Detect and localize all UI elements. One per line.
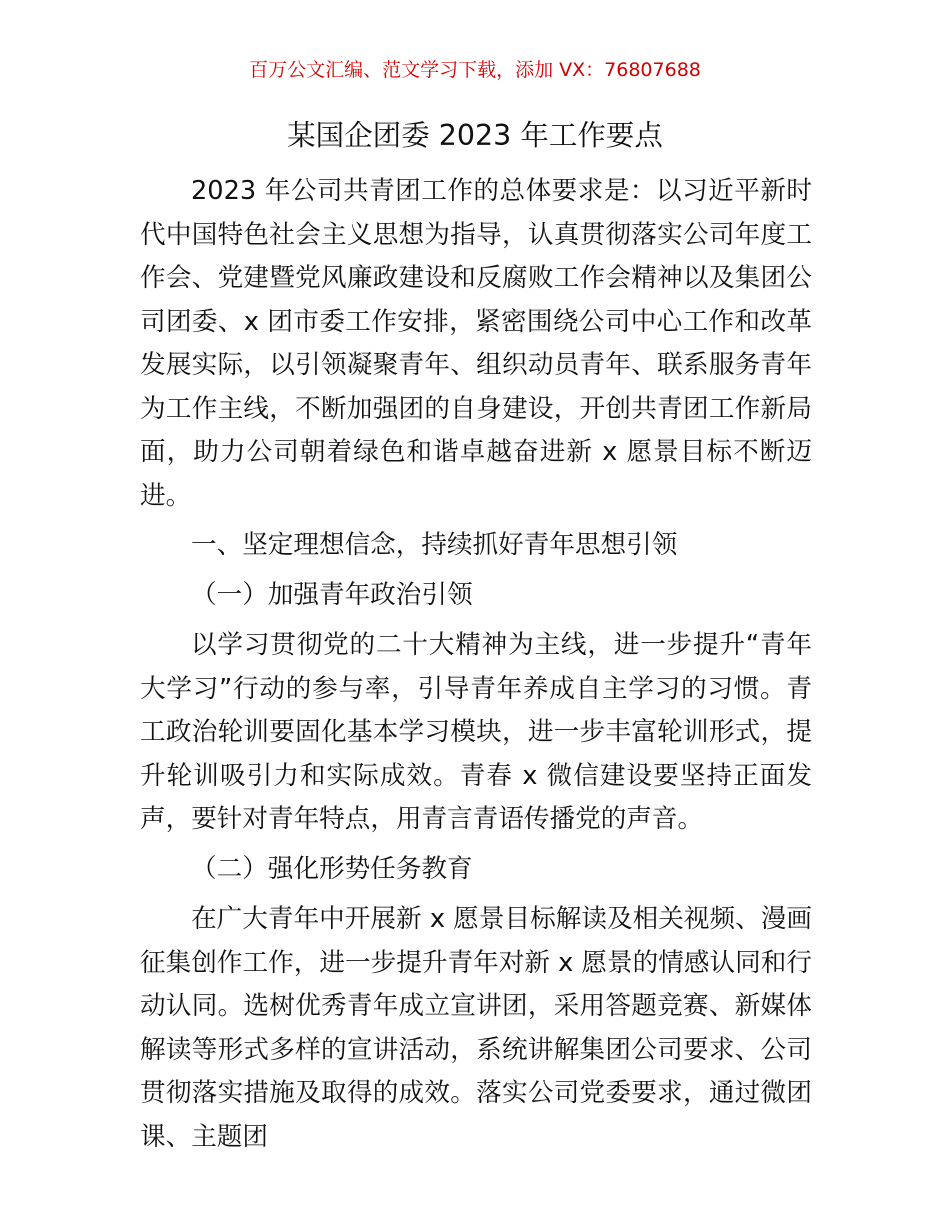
subsection-heading: （二）强化形势任务教育 <box>191 853 473 884</box>
document-title: 某国企团委 2023 年工作要点 <box>287 119 663 152</box>
document-body <box>140 170 812 1159</box>
body-paragraph: 在广大青年中开展新 x 愿景目标解读及相关视频、漫画征集创作工作，进一步提升青年对新 x 愿景的情感认同和行动认同。选树优秀青年成立宣讲团，采用答题竞赛、新媒体解读等形式多样的宣讲活动，系统讲解集团公司要求、公司贯彻落实措施及取得的成效。落实公司党委要求，通过微团课、主题团 <box>140 904 812 1152</box>
body-paragraph: 以学习贯彻党的二十大精神为主线，进一步提升“青年大学习”行动的参与率，引导青年养成自主学习的习惯。青工政治轮训要固化基本学习模块，进一步丰富轮训形式，提升轮训吸引力和实际成效。青春 x 微信建设要坚持正面发声，要针对青年特点，用青言青语传播党的声音。 <box>140 630 812 834</box>
header-note: 百万公文汇编、范文学习下载，添加 VX：76807688 <box>249 59 701 81</box>
body-paragraph: 2023 年公司共青团工作的总体要求是：以习近平新时代中国特色社会主义思想为指导，认真贯彻落实公司年度工作会、党建暨党风廉政建设和反腐败工作会精神以及集团公司团委、x 团市委工作安排，紧密围绕公司中心工作和改革发展实际，以引领凝聚青年、组织动员青年、联系服务青年为工作主线，不断加强团的自身建设，开创共青团工作新局面，助力公司朝着绿色和谐卓越奋进新 x 愿景目标不断迈进。 <box>140 176 812 511</box>
section-heading: 一、坚定理想信念，持续抓好青年思想引领 <box>191 530 678 560</box>
subsection-heading: （一）加强青年政治引领 <box>191 579 473 610</box>
